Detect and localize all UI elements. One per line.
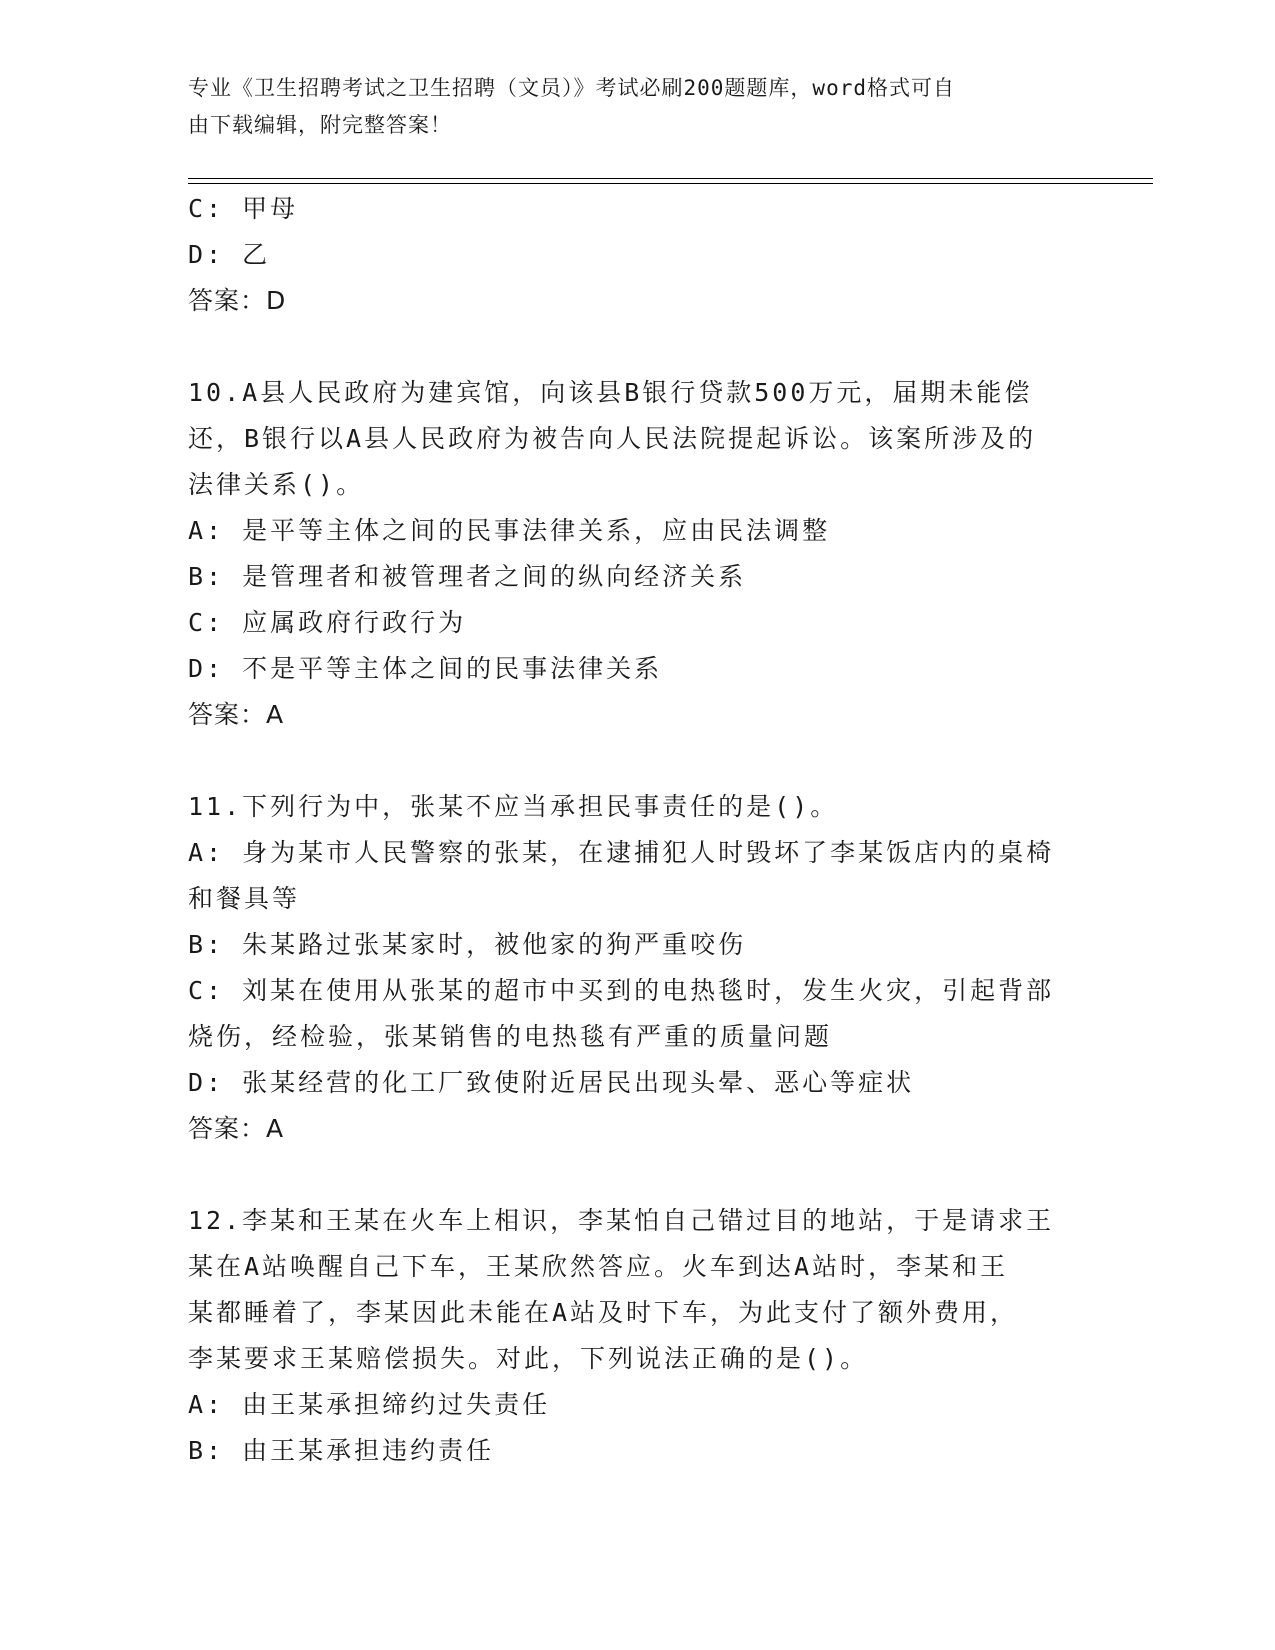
question-spacer [188,738,1088,784]
question-stem-line: 还，B银行以A县人民政府为被告向人民法院提起诉讼。该案所涉及的 [188,424,1037,453]
header-title-line-2: 由下载编辑，附完整答案！ [188,113,452,137]
option-b: B: 由王某承担违约责任 [188,1436,495,1465]
option-a: A: 是平等主体之间的民事法律关系，应由民法调整 [188,516,831,545]
option-c: C: 刘某在使用从张某的超市中买到的电热毯时，发生火灾，引起背部 [188,976,1055,1005]
question-stem-line: 12.李某和王某在火车上相识，李某怕自己错过目的地站，于是请求王 [188,1206,1055,1235]
document-header [188,70,1068,144]
question-12 [188,1198,1088,1474]
question-stem-line: 10.A县人民政府为建宾馆，向该县B银行贷款500万元，届期未能偿 [188,378,1033,407]
option-a: A: 由王某承担缔约过失责任 [188,1390,551,1419]
option-d: D: 张某经营的化工厂致使附近居民出现头晕、恶心等症状 [188,1068,915,1097]
option-b: B: 是管理者和被管理者之间的纵向经济关系 [188,562,747,591]
option-a-continued: 和餐具等 [188,884,301,913]
question-stem-line: 某都睡着了，李某因此未能在A站及时下车，为此支付了额外费用， [188,1298,1019,1327]
question-list [188,186,1088,1474]
header-title-line-1: 专业《卫生招聘考试之卫生招聘（文员）》考试必刷200题题库，word格式可自 [188,76,955,100]
question-stem-line: 李某要求王某赔偿损失。对此，下列说法正确的是()。 [188,1344,869,1373]
question-stem-line: 法律关系()。 [188,470,365,499]
answer-line: 答案：A [188,1114,285,1143]
previous-question-tail [188,186,1088,324]
answer-line: 答案：A [188,700,285,729]
question-spacer [188,324,1088,370]
option-d: D: 不是平等主体之间的民事法律关系 [188,654,663,683]
question-stem-line: 某在A站唤醒自己下车，王某欣然答应。火车到达A站时，李某和王 [188,1252,1009,1281]
answer-line: 答案：D [188,286,287,315]
option-c-continued: 烧伤，经检验，张某销售的电热毯有严重的质量问题 [188,1022,833,1051]
header-divider-top [188,178,1153,179]
question-spacer [188,1152,1088,1198]
option-a: A: 身为某市人民警察的张某，在逮捕犯人时毁坏了李某饭店内的桌椅 [188,838,1055,867]
header-divider-bottom [188,183,1153,184]
option-d: D: 乙 [188,240,271,269]
question-11 [188,784,1088,1152]
option-b: B: 朱某路过张某家时，被他家的狗严重咬伤 [188,930,747,959]
question-stem-line: 11.下列行为中，张某不应当承担民事责任的是()。 [188,792,839,821]
option-c: C: 应属政府行政行为 [188,608,467,637]
option-c: C: 甲母 [188,194,299,223]
question-10 [188,370,1088,738]
